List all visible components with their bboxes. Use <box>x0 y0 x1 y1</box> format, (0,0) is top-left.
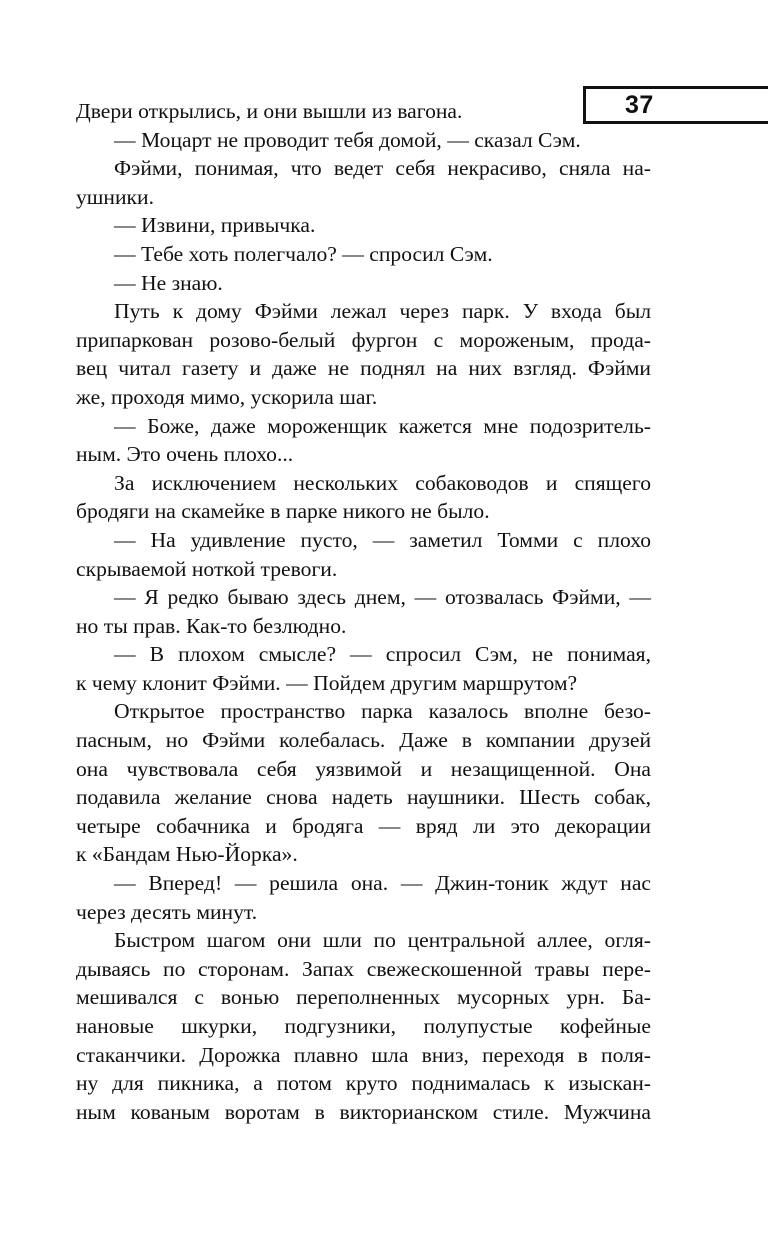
text-line: Путь к дому Фэйми лежал через парк. У входа был <box>114 299 651 324</box>
text-line: ным кованым воротам в викторианском стиле. Мужчина <box>76 1099 651 1124</box>
text-line: Открытое пространство парка казалось вполне безо- <box>114 699 651 724</box>
text-line: Быстром шагом они шли по центральной аллее, огля- <box>114 928 651 953</box>
text-line: — Боже, даже мороженщик кажется мне подозритель- <box>114 413 651 438</box>
text-line: Двери открылись, и они вышли из вагона. <box>76 99 463 123</box>
text-line: подавила желание снова надеть наушники. Шесть собак, <box>76 785 651 810</box>
text-line: — На удивление пусто, — заметил Томми с плохо <box>114 527 651 552</box>
text-line: стаканчики. Дорожка плавно шла вниз, переходя в поля- <box>76 1042 651 1067</box>
text-line: ушники. <box>76 184 154 209</box>
text-line: — Извини, привычка. <box>114 213 316 238</box>
text-line: но ты прав. Как-то безлюдно. <box>76 613 347 638</box>
text-line: пасным, но Фэйми колебалась. Даже в компании друзей <box>76 728 651 753</box>
text-line: она чувствовала себя уязвимой и незащищенной. Она <box>76 756 651 781</box>
text-line: За исключением нескольких собаководов и спящего <box>114 470 651 495</box>
text-line: же, проходя мимо, ускорила шаг. <box>76 384 378 409</box>
text-line: дываясь по сторонам. Запах свежескошенной травы пере- <box>76 956 651 981</box>
text-line: к «Бандам Нью-Йорка». <box>76 842 298 867</box>
text-line: — Моцарт не проводит тебя домой, — сказал Сэм. <box>114 127 581 152</box>
text-line: ну для пикника, а потом круто поднималась к изыскан- <box>76 1071 651 1096</box>
text-line: нановые шкурки, подгузники, полупустые кофейные <box>76 1014 651 1038</box>
text-line: — Тебе хоть полегчало? — спросил Сэм. <box>114 241 493 266</box>
text-line: — Не знаю. <box>114 270 223 295</box>
text-line: припаркован розово-белый фургон с мороженым, прода- <box>76 327 651 352</box>
text-line: бродяги на скамейке в парке никого не было. <box>76 499 490 524</box>
text-line: через десять минут. <box>76 899 258 924</box>
text-line: четыре собачника и бродяга — вряд ли это декорации <box>76 813 651 838</box>
text-line: — Я редко бываю здесь днем, — отозвалась Фэйми, — <box>114 585 651 610</box>
text-line: мешивался с вонью переполненных мусорных урн. Ба- <box>76 985 651 1010</box>
text-line: ным. Это очень плохо... <box>76 442 294 467</box>
text-line: вец читал газету и даже не поднял на них взгляд. Фэйми <box>76 356 651 381</box>
page-number: 37 <box>625 91 654 119</box>
text-line: Фэйми, понимая, что ведет себя некрасиво, сняла на- <box>114 156 651 181</box>
text-line: — В плохом смысле? — спросил Сэм, не понимая, <box>114 642 651 667</box>
text-line: к чему клонит Фэйми. — Пойдем другим маршрутом? <box>76 670 578 695</box>
text-line: скрываемой ноткой тревоги. <box>76 556 338 581</box>
text-line: — Вперед! — решила она. — Джин-тоник ждут нас <box>114 871 651 896</box>
body-text <box>76 97 651 1126</box>
